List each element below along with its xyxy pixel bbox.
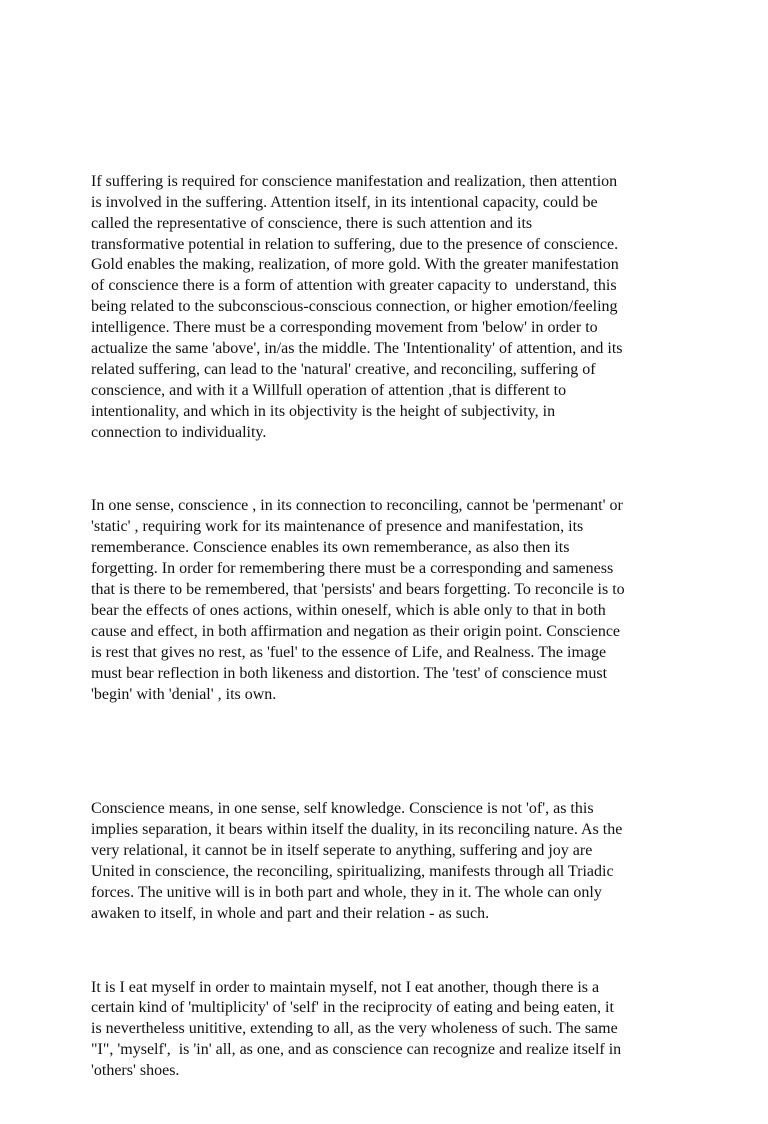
paragraph-3: Conscience means, in one sense, self knowledge. Conscience is not 'of', as this implies separation, it bears within itself the duality, in its reconciling nature. As the very relational, it cannot be in itself seperate to anything, suffering and joy are United in conscience, the reconciling, spiritualizing, manifests through all Triadic forces. The unitive will is in both part and whole, they in it. The whole can only awaken to itself, in whole and part and their relation - as such.: [91, 800, 623, 922]
paragraph-2: In one sense, conscience , in its connection to reconciling, cannot be 'permenant' or 'static' , requiring work for its maintenance of presence and manifestation, its rememberance. Conscience enables its own rememberance, as also then its forgetting. In order for remembering there must be a corresponding and sameness that is there to be remembered, that 'persists' and bears forgetting. To reconcile is to bear the effects of ones actions, within oneself, which is able only to that in both cause and effect, in both affirmation and negation as their origin point. Conscience is rest that gives no rest, as 'fuel' to the essence of Life, and Realness. The image must bear reflection in both likeness and distortion. The 'test' of conscience must 'begin' with 'denial' , its own.: [91, 497, 625, 703]
paragraph-1: If suffering is required for conscience manifestation and realization, then attention is involved in the suffering. Attention itself, in its intentional capacity, could be called the representative of conscience, there is such attention and its transformative potential in relation to suffering, due to the presence of conscience. Gold enables the making, realization, of more gold. With the greater manifestation of conscience there is a form of attention with greater capacity to understand, this being related to the subconscious-conscious connection, or higher emotion/feeling intelligence. There must be a corresponding movement from 'below' in order to actualize the same 'above', in/as the middle. The 'Intentionality' of attention, and its related suffering, can lead to the 'natural' creative, and reconciling, suffering of conscience, and with it a Willfull operation of attention ,that is different to intentionality, and which in its objectivity is the height of subjectivity, in connection to individuality.: [91, 172, 623, 441]
document-body: [91, 130, 691, 1124]
paragraph-4: It is I eat myself in order to maintain myself, not I eat another, though there is a certain kind of 'multiplicity' of 'self' in the reciprocity of eating and being eaten, it is nevertheless unititive, extending to all, as the very wholeness of such. The same "I", 'myself', is 'in' all, as one, and as conscience can recognize and realize itself in 'others' shoes.: [91, 978, 622, 1080]
